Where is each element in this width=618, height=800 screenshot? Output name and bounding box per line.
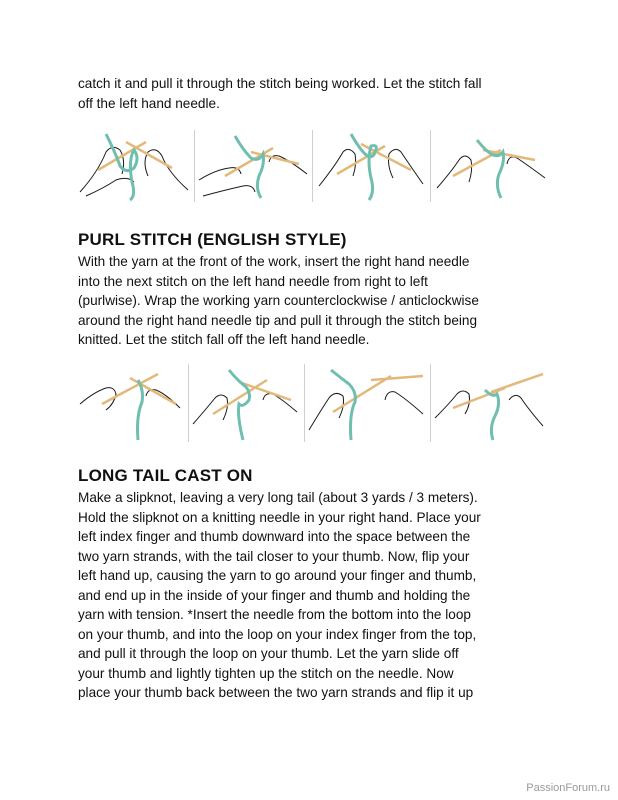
knitting-hands-illustration: [313, 130, 429, 202]
text-line: Make a slipknot, leaving a very long tail (about 3 yards / 3 meters).: [78, 490, 478, 505]
longtail-paragraph: [78, 488, 548, 703]
text-line: knitted. Let the stitch fall off the left hand needle.: [78, 332, 370, 347]
text-line: off the left hand needle.: [78, 95, 220, 111]
illustration-panel: [312, 130, 429, 202]
intro-paragraph: [78, 74, 548, 113]
knitting-hands-illustration: [76, 130, 192, 202]
text-line: on your thumb, and into the loop on your index finger from the top,: [78, 626, 477, 642]
text-line: around the right hand needle tip and pull it through the stitch being: [78, 312, 478, 328]
section-heading: PURL STITCH (ENGLISH STYLE): [78, 230, 347, 249]
text-line: two yarn strands, with the tail closer to your thumb. Now, flip your: [78, 548, 470, 564]
text-line: Hold the slipknot on a knitting needle in your right hand. Place your: [78, 509, 481, 525]
illustration-panel: [194, 130, 311, 202]
knitting-hands-illustration: [431, 130, 549, 202]
knitting-hands-illustration: [76, 364, 184, 442]
illustration-panel: [76, 130, 192, 202]
text-line: your thumb and lightly tighten up the stitch on the needle. Now: [78, 665, 454, 681]
knitting-hands-illustration: [189, 364, 301, 442]
illustration-panel: [304, 364, 427, 442]
text-line: and end up in the inside of your finger and thumb and holding the: [78, 587, 471, 603]
illustration-panel: [430, 364, 547, 442]
watermark: PassionForum.ru: [526, 782, 610, 794]
text-line: With the yarn at the front of the work, insert the right hand needle: [78, 254, 470, 269]
text-line: (purlwise). Wrap the working yarn counterclockwise / anticlockwise: [78, 293, 479, 308]
knitting-hands-illustration: [305, 364, 427, 442]
text-line: left index finger and thumb downward into the space between the: [78, 529, 471, 544]
illustration-panel: [430, 130, 549, 202]
illustration-panel: [188, 364, 301, 442]
text-line: yarn with tension. *Insert the needle from the bottom into the loop: [78, 607, 471, 622]
text-line: catch it and pull it through the stitch being worked. Let the stitch fall: [78, 76, 482, 91]
section-heading: LONG TAIL CAST ON: [78, 466, 253, 485]
text-line: into the next stitch on the left hand needle from right to left: [78, 273, 428, 289]
knitting-hands-illustration: [195, 130, 311, 202]
purl-illustration-row: [76, 364, 546, 442]
text-line: left hand up, causing the yarn to go around your finger and thumb,: [78, 568, 477, 583]
purl-paragraph: [78, 252, 548, 350]
knitting-hands-illustration: [431, 364, 547, 442]
illustration-panel: [76, 364, 184, 442]
knit-illustration-row: [76, 130, 548, 202]
text-line: and pull it through the loop on your thumb. Let the yarn slide off: [78, 646, 459, 661]
text-line: place your thumb back between the two yarn strands and flip it up: [78, 685, 474, 700]
